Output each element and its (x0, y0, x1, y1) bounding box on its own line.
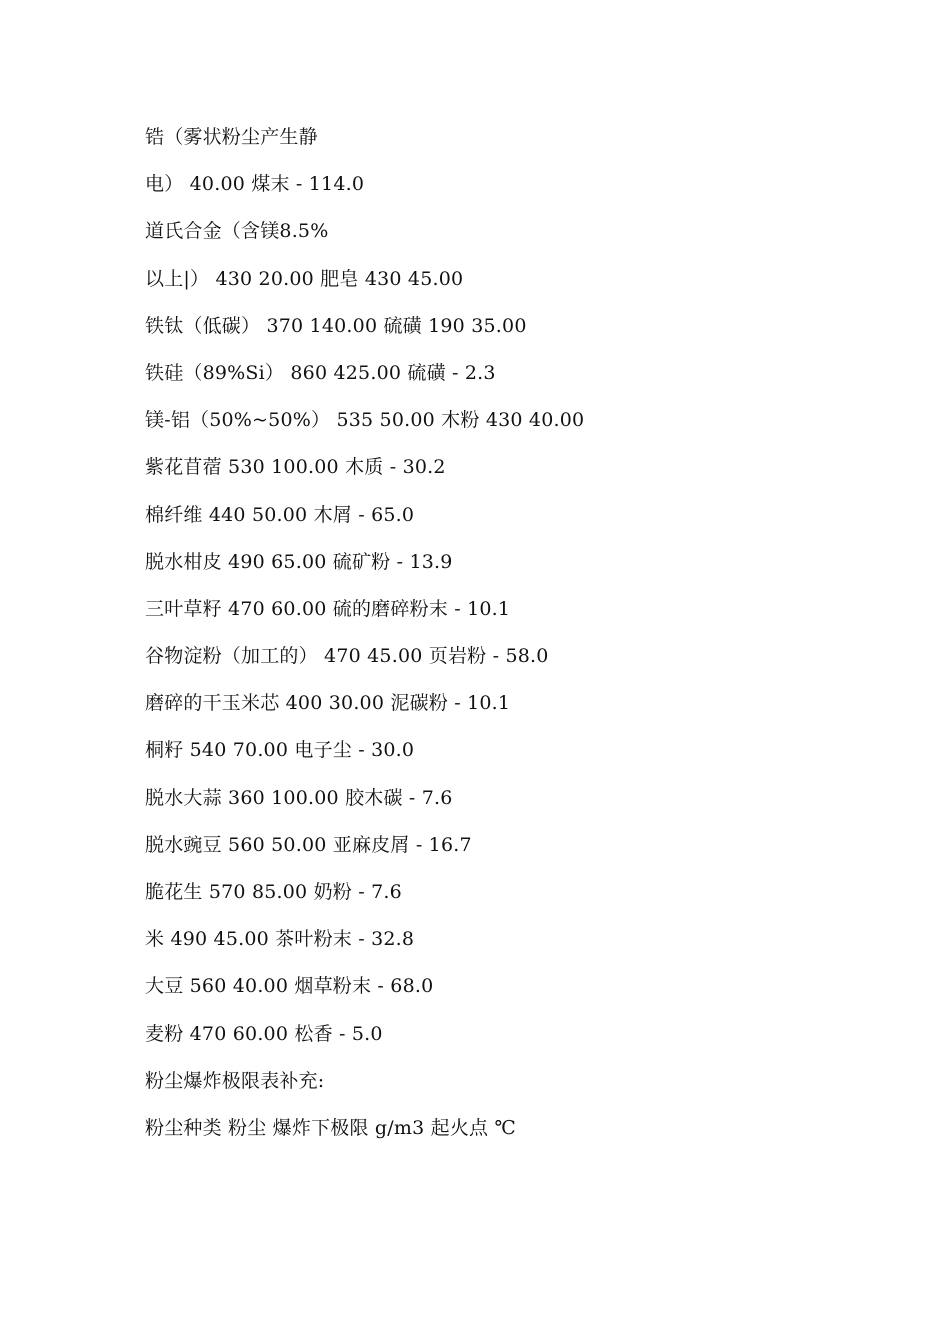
text-line: 脆花生 570 85.00 奶粉 - 7.6 (145, 881, 402, 903)
text-line: 脱水柑皮 490 65.00 硫矿粉 - 13.9 (145, 550, 453, 573)
text-line: 麦粉 470 60.00 松香 - 5.0 (145, 1022, 383, 1045)
section-heading: 粉尘爆炸极限表补充: (145, 1069, 325, 1092)
text-line: 大豆 560 40.00 烟草粉末 - 68.0 (145, 975, 434, 998)
text-line: 米 490 45.00 茶叶粉末 - 32.8 (145, 928, 415, 951)
text-line: 镁-铝（50%~50%） 535 50.00 木粉 430 40.00 (145, 409, 585, 432)
text-line: 磨碎的干玉米芯 400 30.00 泥碳粉 - 10.1 (145, 692, 511, 715)
text-line: 电） 40.00 煤末 - 114.0 (145, 173, 365, 196)
table-header-line: 粉尘种类 粉尘 爆炸下极限 g/m3 起火点 ℃ (145, 1116, 516, 1139)
text-line: 以上|） 430 20.00 肥皂 430 45.00 (145, 267, 464, 290)
text-line: 铁硅（89%Si） 860 425.00 硫磺 - 2.3 (145, 361, 496, 384)
text-line: 桐籽 540 70.00 电子尘 - 30.0 (145, 739, 415, 762)
text-line: 谷物淀粉（加工的） 470 45.00 页岩粉 - 58.0 (145, 645, 549, 668)
text-line: 道氏合金（含镁8.5% (145, 220, 329, 243)
text-line: 紫花苜蓿 530 100.00 木质 - 30.2 (145, 456, 446, 479)
text-line: 脱水豌豆 560 50.00 亚麻皮屑 - 16.7 (145, 833, 472, 856)
text-line: 三叶草籽 470 60.00 硫的磨碎粉末 - 10.1 (145, 597, 511, 620)
text-line: 棉纤维 440 50.00 木屑 - 65.0 (145, 503, 415, 526)
text-line: 锆（雾状粉尘产生静 (145, 126, 318, 148)
text-line: 铁钛（低碳） 370 140.00 硫磺 190 35.00 (145, 314, 527, 337)
text-line: 脱水大蒜 360 100.00 胶木碳 - 7.6 (145, 786, 453, 809)
document-body (145, 114, 905, 1152)
